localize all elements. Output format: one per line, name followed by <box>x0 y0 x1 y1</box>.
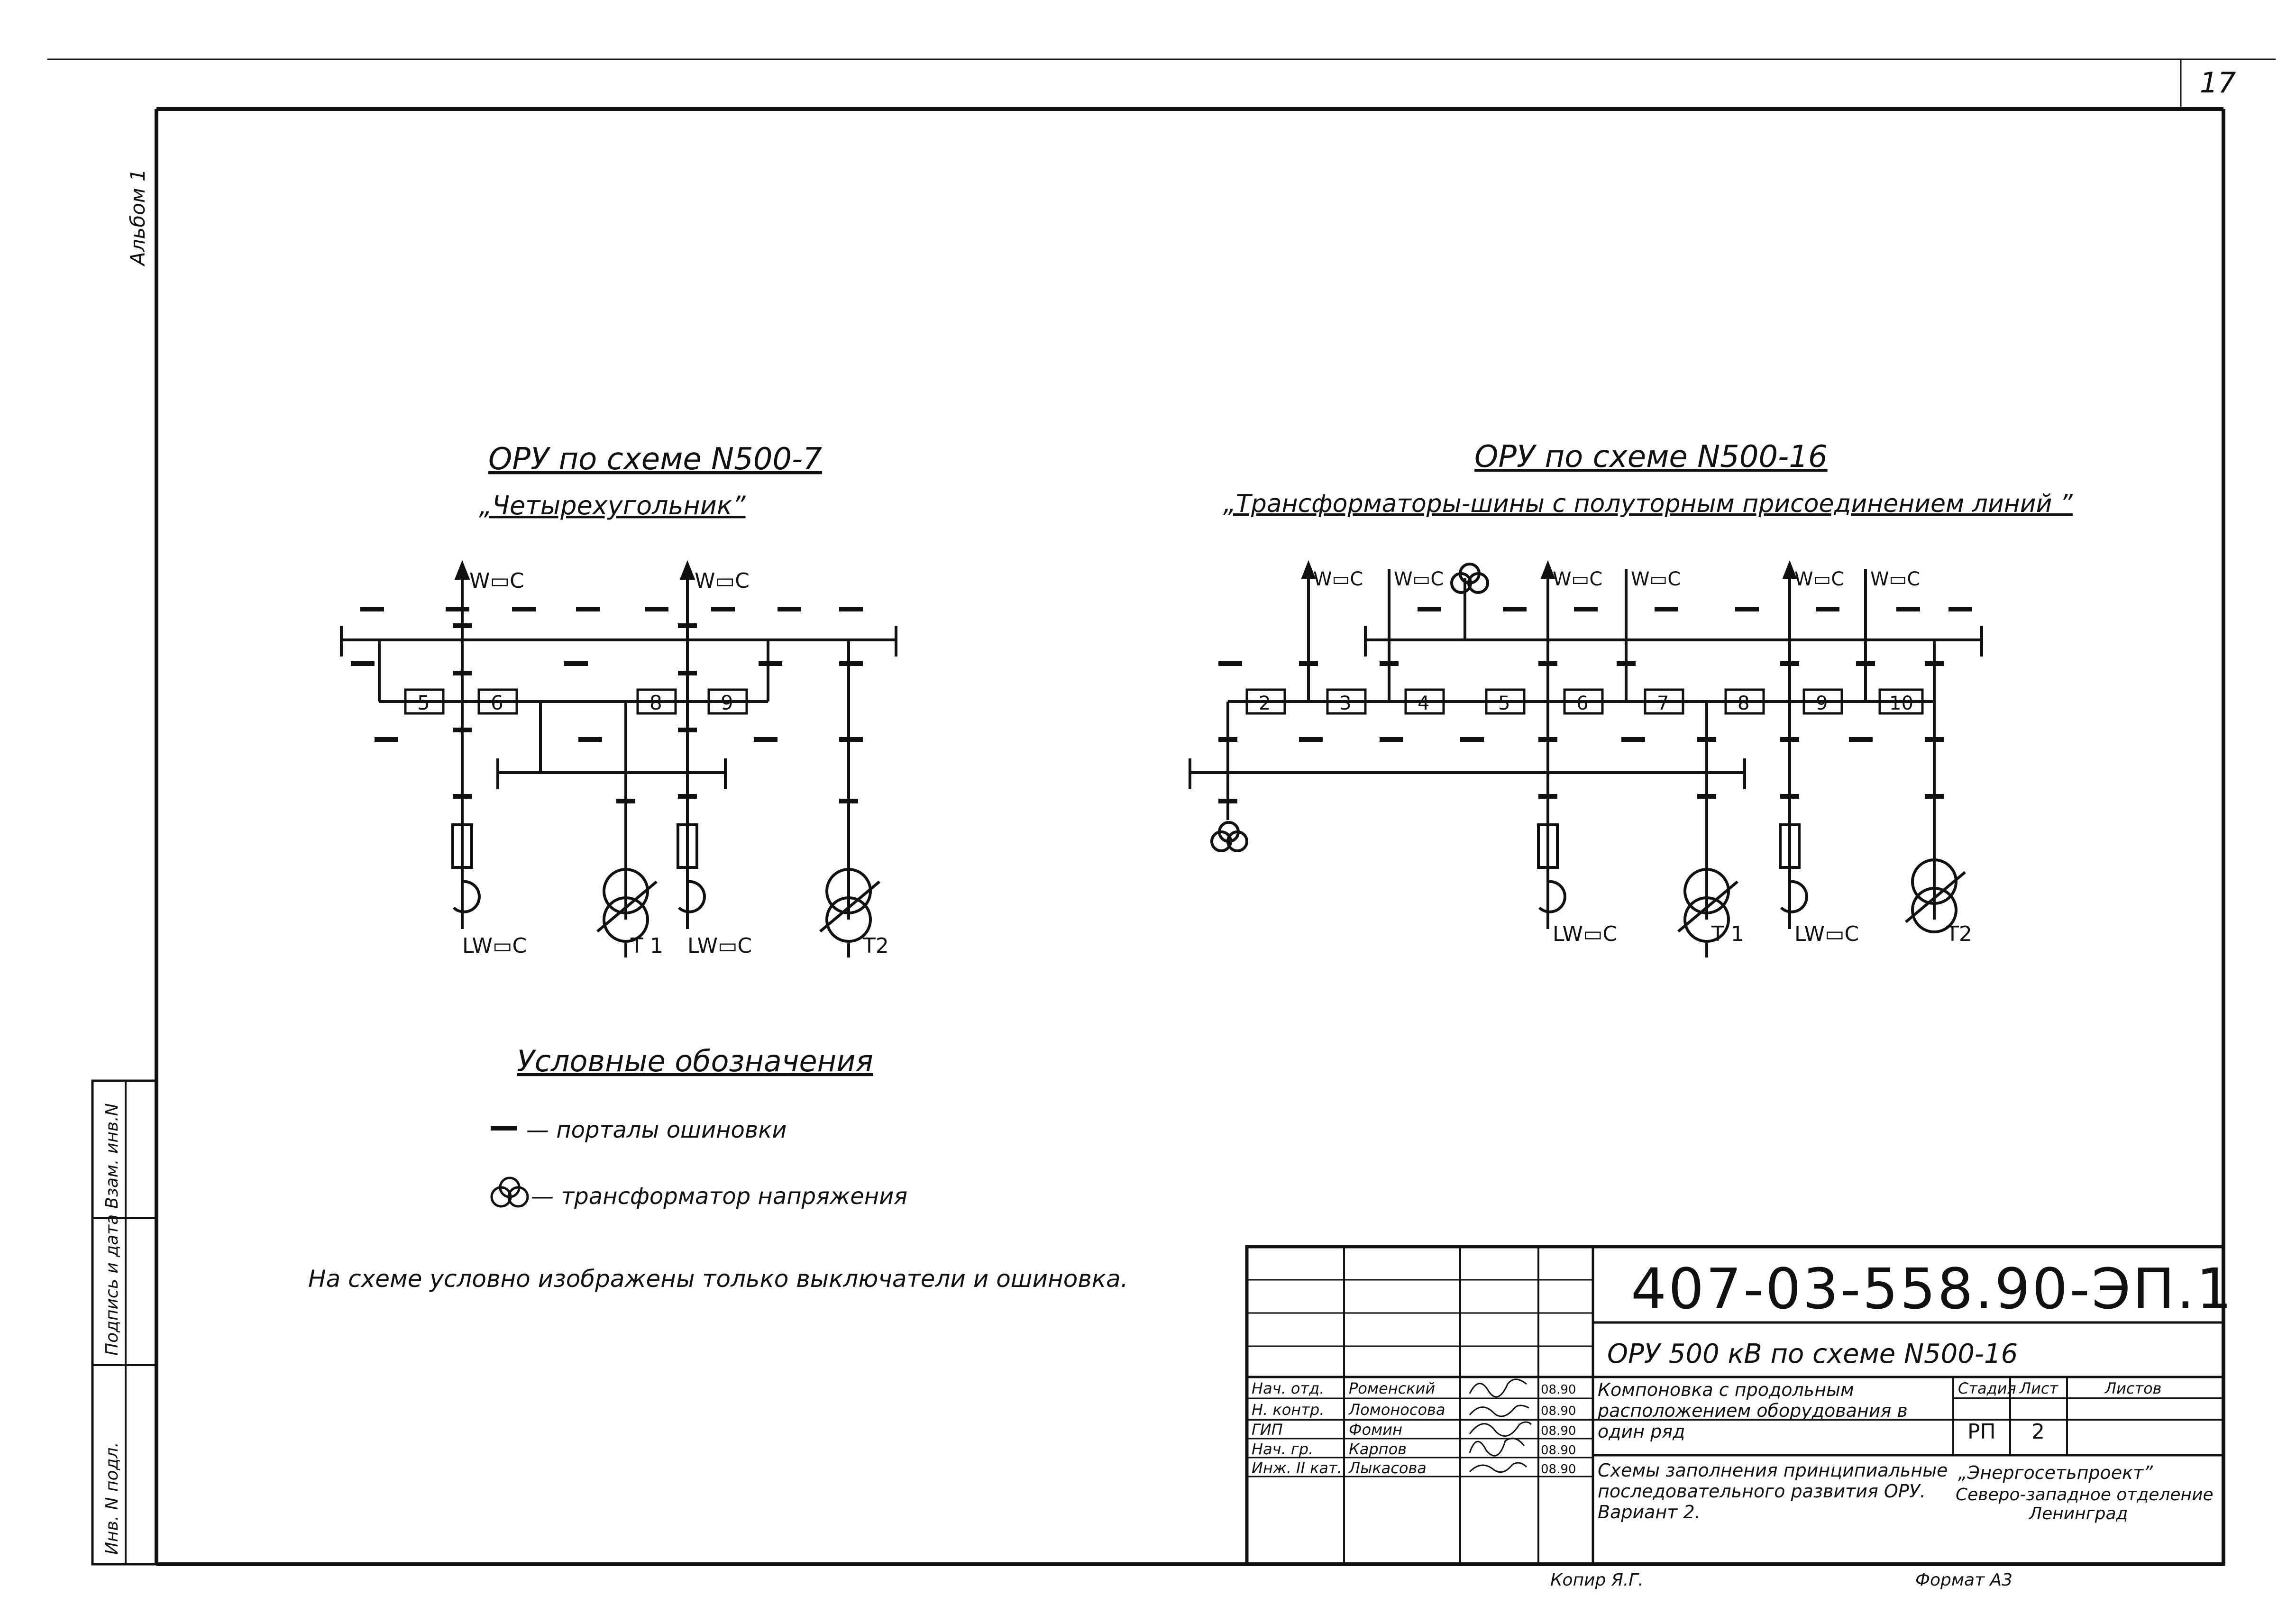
sheet-header: Лист <box>2020 1379 2058 1397</box>
role-label: Н. контр. <box>1252 1401 1325 1419</box>
right-scheme-title: ОРУ по схеме N500-16 <box>1474 439 1828 474</box>
sign-date: 08.90 <box>1541 1443 1576 1458</box>
right-scheme-subtitle: „Трансформаторы-шины с полуторным присоединением линий ” <box>1223 490 2073 518</box>
left-scheme-subtitle: „Четырехугольник” <box>479 491 746 520</box>
breaker-label: 5 <box>1498 693 1510 714</box>
copied-by: Копир Я.Г. <box>1550 1570 1644 1590</box>
breaker-label: 6 <box>1576 693 1589 714</box>
side-stamp-sign: Подпись и дата <box>102 1214 122 1356</box>
page-number: 17 <box>2200 66 2236 100</box>
right-breakers <box>1247 690 1922 714</box>
sheet-value: 2 <box>2031 1420 2045 1444</box>
breaker-label: 8 <box>1738 693 1750 714</box>
right-top-label: W▭C <box>1794 568 1845 590</box>
sheets-header: Листов <box>2105 1379 2162 1397</box>
sheet-name: Компоновка с продольным расположением оборудования в один ряд <box>1598 1379 1908 1442</box>
person-name: Роменский <box>1349 1379 1436 1397</box>
breaker-label: 8 <box>649 691 662 714</box>
right-t2-label: T2 <box>1946 922 1972 946</box>
person-name: Ломоносова <box>1349 1401 1445 1419</box>
breaker-label: 5 <box>417 691 430 714</box>
org-city: Ленинград <box>2029 1504 2128 1523</box>
side-stamp-inv: Инв. N подл. <box>102 1442 122 1555</box>
stage-value: РП <box>1967 1420 1996 1444</box>
side-stamp-replace: Взам. инв.N <box>102 1103 122 1209</box>
breaker-label: 3 <box>1339 693 1352 714</box>
left-scheme-title: ОРУ по схеме N500-7 <box>488 442 822 477</box>
sign-date: 08.90 <box>1541 1383 1576 1397</box>
sign-date: 08.90 <box>1541 1404 1576 1418</box>
breaker-label: 2 <box>1259 693 1271 714</box>
object-name: ОРУ 500 кВ по схеме N500-16 <box>1607 1339 2018 1369</box>
sign-date: 08.90 <box>1541 1424 1576 1438</box>
legend-item-portal: — порталы ошиновки <box>526 1117 787 1143</box>
title-block-people <box>1252 1379 1576 1477</box>
doc-number: 407-03-558.90-ЭП.1 <box>1631 1256 2234 1322</box>
left-line-top-1: W▭C <box>469 569 524 593</box>
sign-date: 08.90 <box>1541 1462 1576 1477</box>
left-line-bottom-2: LW▭C <box>687 934 752 958</box>
breaker-label: 6 <box>491 691 503 714</box>
breaker-label: 10 <box>1889 693 1913 714</box>
stage-header: Стадия <box>1958 1379 2016 1397</box>
paper-format: Формат А3 <box>1915 1570 2013 1590</box>
breaker-label: 4 <box>1418 693 1430 714</box>
right-top-label: W▭C <box>1870 568 1921 590</box>
role-label: Нач. гр. <box>1252 1440 1314 1458</box>
role-label: Нач. отд. <box>1252 1379 1325 1397</box>
breaker-label: 9 <box>721 691 733 714</box>
album-label: Альбом 1 <box>126 169 149 265</box>
legend-note: На схеме условно изображены только выключатели и ошиновка. <box>308 1265 1128 1293</box>
left-t1-label: T 1 <box>631 934 663 958</box>
right-one-line-diagram <box>1190 564 1982 957</box>
right-line-bottom-1: LW▭C <box>1553 922 1618 946</box>
right-line-bottom-2: LW▭C <box>1794 922 1859 946</box>
left-t2-label: T2 <box>863 934 889 958</box>
person-name: Фомин <box>1349 1421 1402 1439</box>
breaker-label: 7 <box>1657 693 1669 714</box>
left-one-line-diagram <box>341 564 896 957</box>
legend-item-vt: — трансформатор напряжения <box>531 1183 908 1210</box>
right-top-label: W▭C <box>1313 568 1363 590</box>
drawing-name: Схемы заполнения принципиальные последовательного развития ОРУ. Вариант 2. <box>1598 1460 1948 1523</box>
right-t1-label: T 1 <box>1711 922 1744 946</box>
role-label: ГИП <box>1252 1421 1283 1439</box>
role-label: Инж. II кат. <box>1252 1459 1342 1477</box>
right-top-label: W▭C <box>1553 568 1603 590</box>
right-top-label: W▭C <box>1394 568 1444 590</box>
person-name: Лыкасова <box>1349 1459 1427 1477</box>
legend-title: Условные обозначения <box>517 1044 873 1078</box>
breaker-label: 9 <box>1816 693 1828 714</box>
right-top-label: W▭C <box>1631 568 1681 590</box>
left-line-bottom-1: LW▭C <box>462 934 527 958</box>
left-line-top-2: W▭C <box>695 569 750 593</box>
person-name: Карпов <box>1349 1440 1407 1458</box>
org-branch: Северо-западное отделение <box>1956 1485 2214 1504</box>
org-name: „Энергосетьпроект” <box>1958 1462 2153 1483</box>
voltage-transformer-icon <box>492 1178 528 1206</box>
